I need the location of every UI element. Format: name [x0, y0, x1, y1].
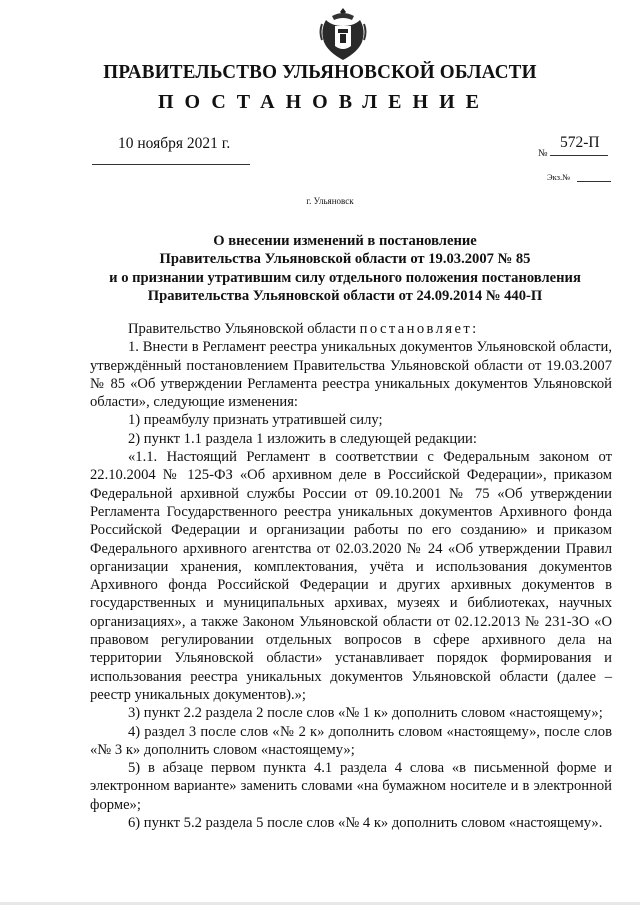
document-type: ПОСТАНОВЛЕНИЕ	[158, 91, 490, 113]
subject-line: О внесении изменений в постановление	[213, 233, 477, 249]
preamble-verb: постановляет:	[359, 321, 479, 337]
subject-line: и о признании утратившим силу отдельного положения постановления	[109, 269, 581, 286]
paragraph: 2) пункт 1.1 раздела 1 изложить в следующей редакции:	[128, 430, 477, 447]
copy-number-label: Экз.№	[547, 172, 571, 182]
coat-of-arms-icon	[318, 6, 368, 62]
document-subject	[80, 232, 610, 305]
paragraph: 5) в абзаце первом пункта 4.1 раздела 4 слова «в письменной форме и электронном варианте» заменить словами «на бумажном носителе и в электронной форме»;	[90, 760, 612, 813]
document-body	[90, 320, 612, 832]
document-date: 10 ноября 2021 г.	[118, 135, 231, 152]
government-title: ПРАВИТЕЛЬСТВО УЛЬЯНОВСКОЙ ОБЛАСТИ	[103, 62, 537, 83]
preamble-subject: Правительство Ульяновской области	[128, 321, 357, 337]
paragraph: «1.1. Настоящий Регламент в соответствии с Федеральным законом от 22.10.2004 № 125-ФЗ «Об архивном деле в Российской Федерации», приказом Федеральной архивной службы России от 09.10.2001 № 75 «Об утверждении Регламента Государственного реестра уникальных документов Архивного фонда Российской Федерации и организации работы по его созданию» и приказом Федерального архивного агентства от 02.03.2020 № 24 «Об утверждении Правил организации хранения, комплектования, учёта и использования документов Архивного фонда Российской Федерации и других архивных документов в государственных и муниципальных архивах, музеях и библиотеках, научных организациях», а также Законом Ульяновской области от 02.12.2013 № 231-ЗО «О правовом регулировании отдельных вопросов в сфере архивного дела на территории Ульяновской области» устанавливает порядок формирования и использования реестра уникальных документов Ульяновской области (далее – реестр уникальных документов).»;	[90, 449, 612, 703]
city: г. Ульяновск	[306, 196, 354, 206]
paragraph: 6) пункт 5.2 раздела 5 после слов «№ 4 к» дополнить словом «настоящему».	[128, 815, 603, 832]
paragraph: 1) преамбулу признать утратившей силу;	[128, 412, 383, 429]
subject-line: Правительства Ульяновской области от 19.03.2007 № 85	[159, 251, 531, 268]
paragraph: 1. Внести в Регламент реестра уникальных документов Ульяновской области, утверждённый постановлением Правительства Ульяновской области от 19.03.2007 № 85 «Об утверждении Регламента реестра уникальных документов Ульяновской области», следующие изменения:	[90, 339, 612, 411]
paragraph: 3) пункт 2.2 раздела 2 после слов «№ 1 к» дополнить словом «настоящему»;	[128, 705, 603, 722]
preamble	[90, 320, 612, 338]
date-underline	[92, 164, 250, 165]
number-underline	[550, 155, 608, 156]
number-sign: №	[538, 148, 548, 159]
paragraph: 4) раздел 3 после слов «№ 2 к» дополнить словом «настоящему», после слов «№ 3 к» дополнить словом «настоящему»;	[90, 723, 612, 758]
copy-number-underline	[577, 181, 611, 182]
document-number: 572-П	[560, 134, 600, 151]
subject-line: Правительства Ульяновской области от 24.09.2014 № 440-П	[147, 287, 543, 304]
